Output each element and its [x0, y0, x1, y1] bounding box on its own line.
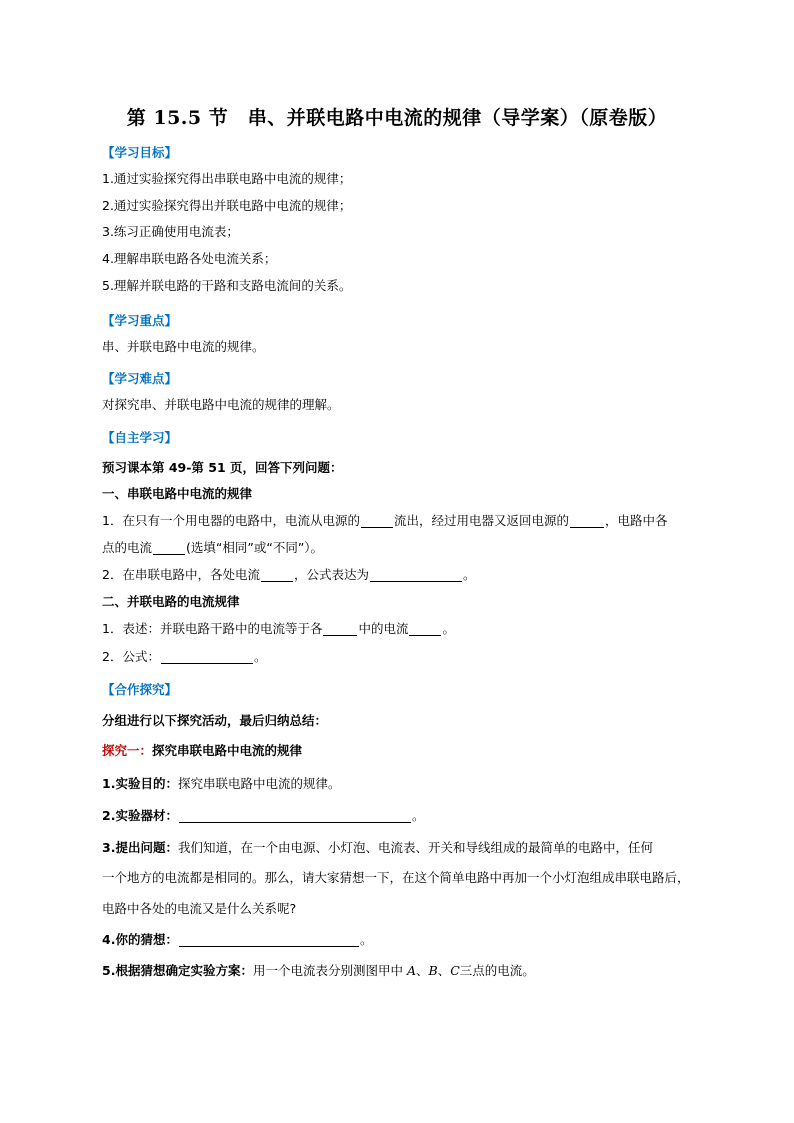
text: ，电路中各: [604, 513, 668, 528]
item-label: 4.你的猜想：: [102, 932, 178, 947]
answer-blank[interactable]: [261, 567, 293, 582]
coop-intro: 分组进行以下探究活动，最后归纳总结：: [102, 713, 328, 728]
separator: 、: [437, 963, 451, 978]
text: 。: [253, 649, 267, 664]
item-3: [102, 838, 653, 858]
item-text: 三点的电流。: [459, 963, 535, 978]
goal-item-1: 1.通过实验探究得出串联电路中电流的规律；: [102, 171, 352, 186]
item-label: 2.实验器材：: [102, 808, 178, 823]
goals-heading: 【学习目标】: [102, 145, 178, 160]
answer-blank[interactable]: [179, 808, 411, 823]
answer-blank[interactable]: [409, 621, 441, 636]
answer-blank[interactable]: [153, 540, 185, 555]
item-label: 1.实验目的：: [102, 776, 178, 791]
text: 中的电流: [358, 621, 409, 636]
text: 流出，经过用电器又返回电源的: [393, 513, 569, 528]
item-2: [102, 806, 424, 826]
item-text: 用一个电流表分别测图甲中: [252, 963, 407, 978]
item-text: 我们知道，在一个由电源、小灯泡、电流表、开关和导线组成的最简单的电路中，任何: [177, 840, 653, 855]
item-text: 探究串联电路中电流的规律。: [177, 776, 341, 791]
coop-heading: 【合作探究】: [102, 682, 178, 697]
section2-title: 二、并联电路的电流规律: [102, 594, 240, 609]
s1-question-2: [102, 565, 476, 585]
point-c: C: [450, 963, 460, 978]
item-3-line-3: 电路中各处的电流又是什么关系呢?: [102, 901, 297, 916]
text: 1．表述：并联电路干路中的电流等于各: [102, 621, 323, 636]
s1-question-1-cont: [102, 538, 323, 558]
item-label: 3.提出问题：: [102, 840, 178, 855]
self-study-heading: 【自主学习】: [102, 430, 178, 445]
item-label: 5.根据猜想确定实验方案：: [102, 963, 253, 978]
key-text: 串、并联电路中电流的规律。: [102, 339, 265, 354]
text: 。: [462, 567, 476, 582]
item-3-line-2: 一个地方的电流都是相同的。那么，请大家猜想一下，在这个简单电路中再加一个小灯泡组成串联电路后，: [102, 870, 690, 885]
text: ，公式表达为: [293, 567, 369, 582]
answer-blank[interactable]: [570, 513, 604, 528]
point-b: B: [428, 963, 438, 978]
point-a: A: [406, 963, 416, 978]
s1-question-1: [102, 511, 668, 531]
explore-title: 探究串联电路中电流的规律: [152, 743, 303, 758]
explore-one-title: [102, 741, 302, 761]
text: 。: [442, 621, 455, 636]
text: 1．在只有一个用电器的电路中，电流从电源的: [102, 513, 360, 528]
answer-blank[interactable]: [161, 649, 253, 664]
item-4: [102, 930, 372, 950]
text: 2．公式：: [102, 649, 160, 664]
section1-title: 一、串联电路中电流的规律: [102, 486, 253, 501]
preview-text: 预习课本第 49-第 51 页，回答下列问题：: [102, 460, 343, 475]
separator: 、: [415, 963, 429, 978]
text: 点的电流: [102, 540, 153, 555]
item-1: [102, 774, 340, 794]
answer-blank[interactable]: [323, 621, 357, 636]
key-heading: 【学习重点】: [102, 313, 178, 328]
s2-question-1: [102, 619, 455, 639]
item-5: [102, 961, 535, 981]
page-title: 第 15.5 节 串、并联电路中电流的规律（导学案）（原卷版）: [126, 107, 668, 129]
explore-label: 探究一：: [102, 743, 153, 758]
difficulty-heading: 【学习难点】: [102, 371, 178, 386]
goal-item-2: 2.通过实验探究得出并联电路中电流的规律；: [102, 198, 352, 213]
goal-item-4: 4.理解串联电路各处电流关系；: [102, 251, 277, 266]
difficulty-text: 对探究串、并联电路中电流的规律的理解。: [102, 397, 340, 412]
goal-item-5: 5.理解并联电路的干路和支路电流间的关系。: [102, 278, 352, 293]
text: 。: [411, 808, 425, 823]
text: 。: [359, 932, 373, 947]
text: 2．在串联电路中，各处电流: [102, 567, 260, 582]
answer-blank[interactable]: [370, 567, 462, 582]
goal-item-3: 3.练习正确使用电流表；: [102, 224, 239, 239]
answer-blank[interactable]: [361, 513, 393, 528]
text: (选填“相同”或“不同”）。: [186, 540, 324, 555]
s2-question-2: [102, 647, 266, 667]
answer-blank[interactable]: [179, 932, 359, 947]
